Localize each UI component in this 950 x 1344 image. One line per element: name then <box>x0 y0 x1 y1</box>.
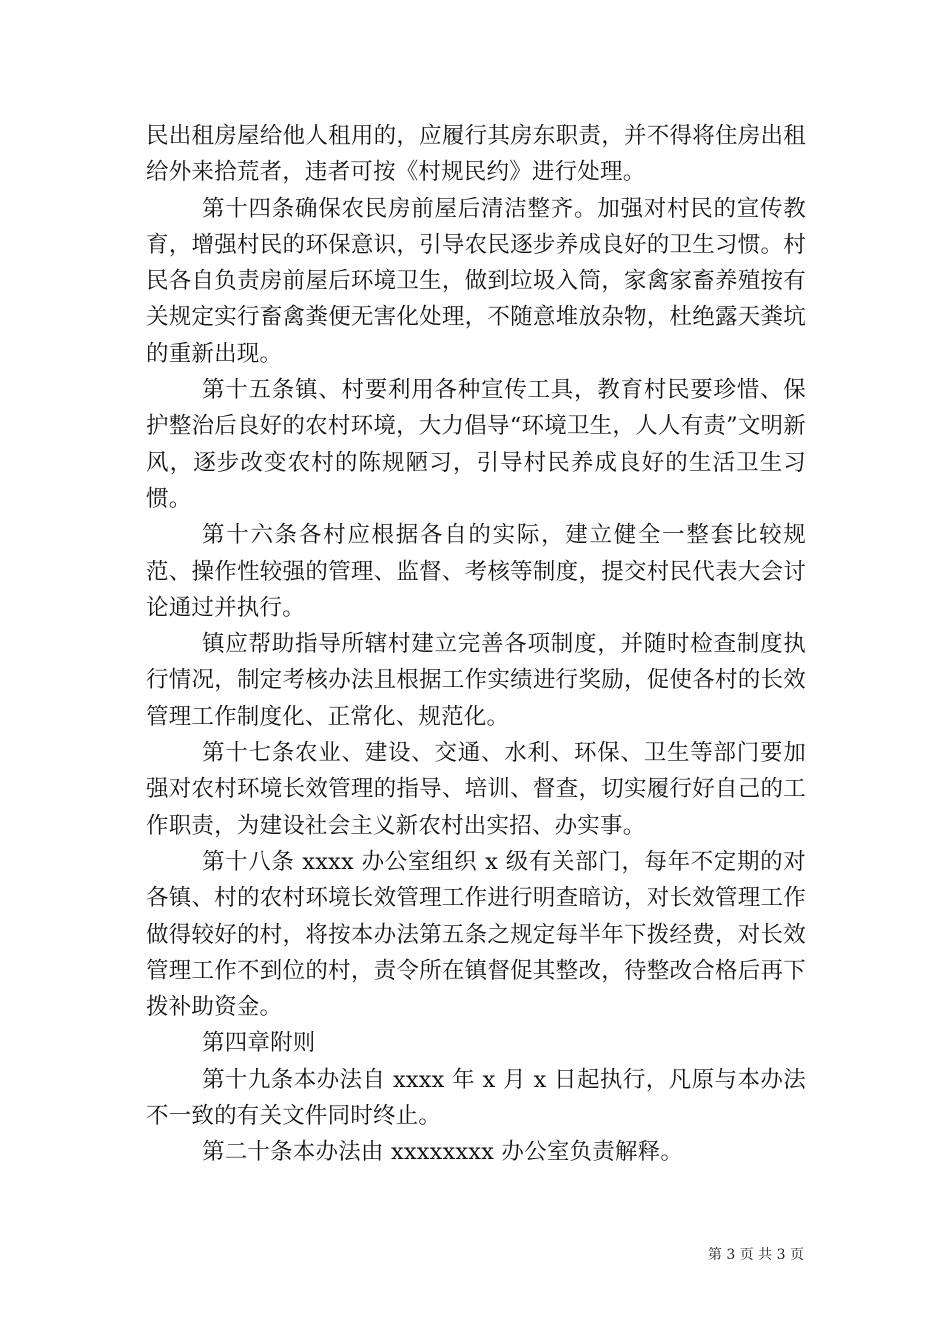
paragraph-article-15: 第十五条镇、村要利用各种宣传工具，教育村民要珍惜、保护整治后良好的农村环境，大力倡导“环境卫生，人人有责”文明新风，逐步改变农村的陈规陋习，引导村民养成良好的生活卫生习惯。 <box>146 377 806 512</box>
paragraph-article-20: 第二十条本办法由 xxxxxxxx 办公室负责解释。 <box>202 1139 684 1166</box>
paragraph-article-17: 第十七条农业、建设、交通、水利、环保、卫生等部门要加强对农村环境长效管理的指导、培训、督查，切实履行好自己的工作职责，为建设社会主义新农村出实招、办实事。 <box>146 740 806 839</box>
paragraph-1: 民出租房屋给他人租用的，应履行其房东职责，并不得将住房出租给外来拾荒者，违者可按《村规民约》进行处理。 <box>146 123 806 186</box>
paragraph-town-guidance: 镇应帮助指导所辖村建立完善各项制度，并随时检查制度执行情况，制定考核办法且根据工作实绩进行奖励，促使各村的长效管理工作制度化、正常化、规范化。 <box>146 631 806 730</box>
chapter-heading: 第四章附则 <box>202 1030 316 1057</box>
paragraph-article-14: 第十四条确保农民房前屋后清洁整齐。加强对村民的宣传教育，增强村民的环保意识，引导农民逐步养成良好的卫生习惯。村民各自负责房前屋后环境卫生，做到垃圾入筒，家禽家畜养殖按有关规定实行畜禽粪便无害化处理，不随意堆放杂物，杜绝露天粪坑的重新出现。 <box>146 195 806 367</box>
page-number-footer: 第 3 页 共 3 页 <box>707 1247 804 1263</box>
paragraph-article-19: 第十九条本办法自 xxxx 年 x 月 x 日起执行，凡原与本办法不一致的有关文件同时终止。 <box>146 1066 806 1130</box>
document-body <box>146 118 806 1171</box>
paragraph-article-18: 第十八条 xxxx 办公室组织 x 级有关部门，每年不定期的对各镇、村的农村环境长效管理工作进行明查暗访，对长效管理工作做得较好的村，将按本办法第五条之规定每半年下拨经费，对长效管理工作不到位的村，责令所在镇督促其整改，待整改合格后再下拨补助资金。 <box>146 848 806 1021</box>
paragraph-article-16: 第十六条各村应根据各自的实际，建立健全一整套比较规范、操作性较强的管理、监督、考核等制度，提交村民代表大会讨论通过并执行。 <box>146 522 806 621</box>
